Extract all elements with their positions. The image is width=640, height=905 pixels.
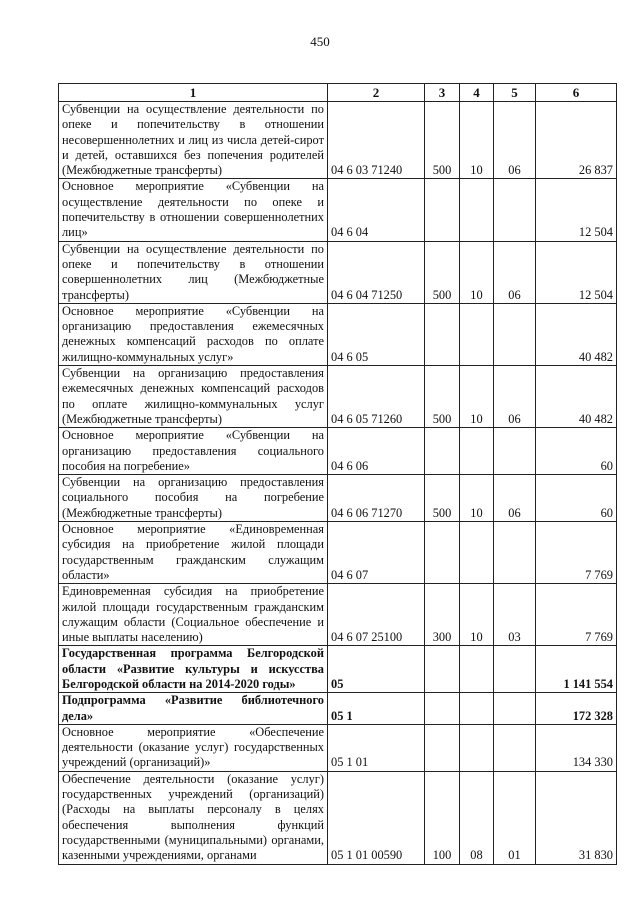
row-sum-cell: 12 504 [536, 241, 617, 303]
table-header-row [59, 84, 617, 102]
page-number: 450 [310, 34, 330, 49]
row-section-cell: 08 [460, 771, 494, 864]
row-sum-cell: 7 769 [536, 584, 617, 646]
row-section-cell: 10 [460, 241, 494, 303]
row-section-cell: 10 [460, 102, 494, 179]
row-type-cell: 500 [425, 102, 460, 179]
row-subsection-cell [494, 693, 536, 725]
row-code-cell: 04 6 06 71270 [328, 475, 425, 522]
row-sum-cell: 31 830 [536, 771, 617, 864]
row-section-cell [460, 179, 494, 241]
row-section-cell [460, 646, 494, 693]
row-name-cell: Основное мероприятие «Обеспечение деятельности (оказание услуг) государственных учреждений (организаций)» [59, 724, 328, 771]
row-subsection-cell [494, 724, 536, 771]
table-row [59, 102, 617, 179]
table-row [59, 179, 617, 241]
row-section-cell [460, 303, 494, 365]
row-code-cell: 05 1 [328, 693, 425, 725]
header-col-5: 5 [494, 84, 536, 102]
row-sum-cell: 12 504 [536, 179, 617, 241]
row-type-cell [425, 428, 460, 475]
header-col-3: 3 [425, 84, 460, 102]
row-section-cell: 10 [460, 475, 494, 522]
header-col-4: 4 [460, 84, 494, 102]
row-name-cell: Основное мероприятие «Единовременная субсидия на приобретение жилой площади государственным гражданским служащим области» [59, 522, 328, 584]
row-name-cell: Обеспечение деятельности (оказание услуг) государственных учреждений (организаций) (Расходы на выплаты персоналу в целях обеспечения выполнения функций государственными (муниципальными) органами, казенными учреждениями, органами [59, 771, 328, 864]
row-subsection-cell: 06 [494, 366, 536, 428]
row-name-cell: Основное мероприятие «Субвенции на организацию предоставления социального пособия на погребение» [59, 428, 328, 475]
row-type-cell: 100 [425, 771, 460, 864]
row-sum-cell: 40 482 [536, 366, 617, 428]
table-row [59, 584, 617, 646]
row-section-cell: 10 [460, 366, 494, 428]
row-section-cell [460, 428, 494, 475]
row-sum-cell: 40 482 [536, 303, 617, 365]
header-col-6: 6 [536, 84, 617, 102]
row-type-cell: 500 [425, 475, 460, 522]
row-code-cell: 05 [328, 646, 425, 693]
row-type-cell [425, 693, 460, 725]
row-sum-cell: 1 141 554 [536, 646, 617, 693]
row-subsection-cell [494, 303, 536, 365]
table-row [59, 693, 617, 725]
row-name-cell: Субвенции на организацию предоставления социального пособия на погребение (Межбюджетные трансферты) [59, 475, 328, 522]
row-subsection-cell: 06 [494, 102, 536, 179]
table-row [59, 646, 617, 693]
row-subsection-cell: 06 [494, 241, 536, 303]
table-row [59, 475, 617, 522]
budget-table [58, 83, 617, 865]
row-type-cell [425, 179, 460, 241]
row-subsection-cell [494, 646, 536, 693]
row-code-cell: 04 6 07 25100 [328, 584, 425, 646]
row-code-cell: 04 6 06 [328, 428, 425, 475]
row-code-cell: 04 6 05 71260 [328, 366, 425, 428]
row-sum-cell: 60 [536, 475, 617, 522]
row-name-cell: Субвенции на осуществление деятельности по опеке и попечительству в отношении несовершеннолетних и лиц из числа детей-сирот и детей, оставшихся без попечения родителей (Межбюджетные трансферты) [59, 102, 328, 179]
row-code-cell: 04 6 05 [328, 303, 425, 365]
row-code-cell: 04 6 03 71240 [328, 102, 425, 179]
row-section-cell [460, 724, 494, 771]
row-name-cell: Субвенции на осуществление деятельности по опеке и попечительству в отношении совершеннолетних лиц (Межбюджетные трансферты) [59, 241, 328, 303]
row-name-cell: Основное мероприятие «Субвенции на осуществление деятельности по опеке и попечительству в отношении совершеннолетних лиц» [59, 179, 328, 241]
row-type-cell: 500 [425, 366, 460, 428]
row-name-cell: Подпрограмма «Развитие библиотечного дела» [59, 693, 328, 725]
row-code-cell: 04 6 04 [328, 179, 425, 241]
table-row [59, 428, 617, 475]
row-subsection-cell [494, 428, 536, 475]
row-section-cell: 10 [460, 584, 494, 646]
table-row [59, 771, 617, 864]
row-code-cell: 05 1 01 00590 [328, 771, 425, 864]
row-type-cell [425, 522, 460, 584]
row-name-cell: Субвенции на организацию предоставления ежемесячных денежных компенсаций расходов по оплате жилищно-коммунальных услуг (Межбюджетные трансферты) [59, 366, 328, 428]
row-type-cell: 300 [425, 584, 460, 646]
row-sum-cell: 134 330 [536, 724, 617, 771]
row-type-cell [425, 724, 460, 771]
row-type-cell: 500 [425, 241, 460, 303]
row-sum-cell: 26 837 [536, 102, 617, 179]
row-name-cell: Основное мероприятие «Субвенции на организацию предоставления ежемесячных денежных компенсаций расходов по оплате жилищно-коммунальных услуг» [59, 303, 328, 365]
table-row [59, 724, 617, 771]
row-code-cell: 04 6 04 71250 [328, 241, 425, 303]
row-sum-cell: 172 328 [536, 693, 617, 725]
row-name-cell: Единовременная субсидия на приобретение жилой площади государственным гражданским служащим области (Социальное обеспечение и иные выплаты населению) [59, 584, 328, 646]
row-sum-cell: 60 [536, 428, 617, 475]
row-subsection-cell: 06 [494, 475, 536, 522]
header-col-2: 2 [328, 84, 425, 102]
table-row [59, 241, 617, 303]
row-subsection-cell: 03 [494, 584, 536, 646]
row-code-cell: 05 1 01 [328, 724, 425, 771]
row-section-cell [460, 522, 494, 584]
row-subsection-cell [494, 522, 536, 584]
row-sum-cell: 7 769 [536, 522, 617, 584]
row-name-cell: Государственная программа Белгородской области «Развитие культуры и искусства Белгородской области на 2014-2020 годы» [59, 646, 328, 693]
row-subsection-cell [494, 179, 536, 241]
row-type-cell [425, 646, 460, 693]
row-code-cell: 04 6 07 [328, 522, 425, 584]
table-row [59, 366, 617, 428]
row-subsection-cell: 01 [494, 771, 536, 864]
row-section-cell [460, 693, 494, 725]
table-row [59, 303, 617, 365]
header-col-1: 1 [59, 84, 328, 102]
row-type-cell [425, 303, 460, 365]
table-row [59, 522, 617, 584]
